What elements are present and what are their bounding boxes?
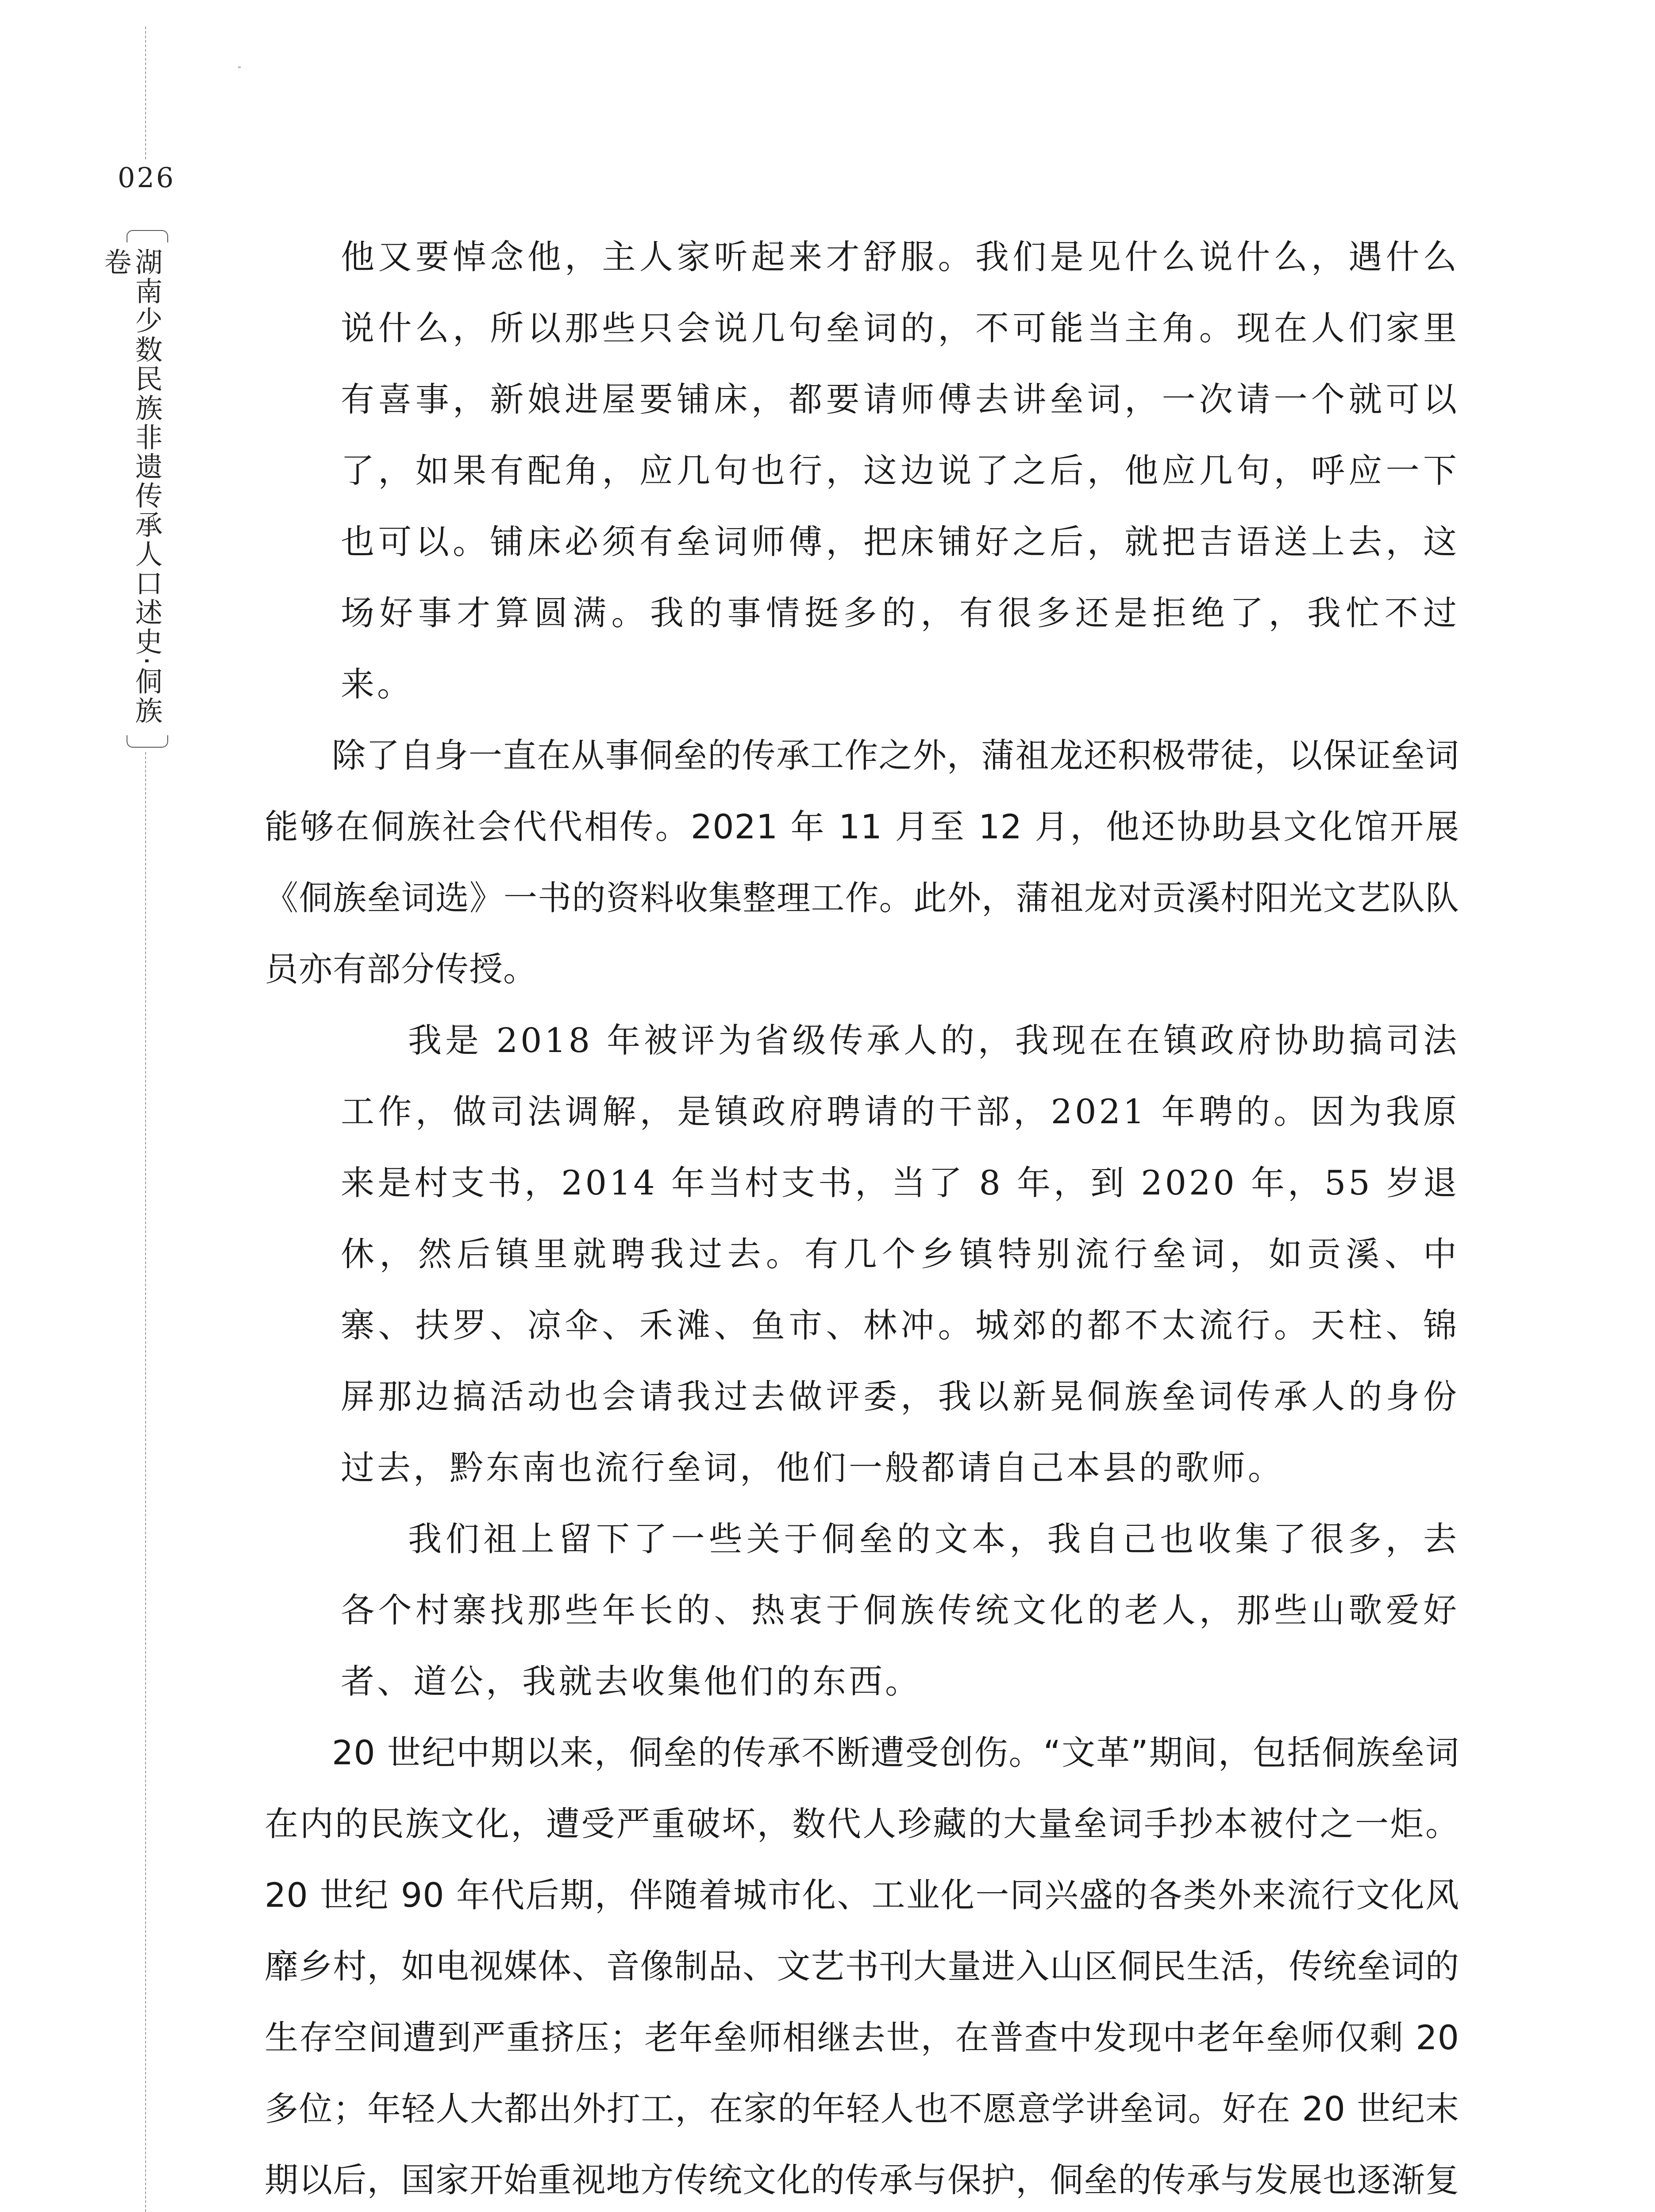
quote-paragraph-3: 我们祖上留下了一些关于侗垒的文本，我自己也收集了很多，去各个村寨找那些年长的、热衷于侗族传统文化的老人，那些山歌爱好者、道公，我就去收集他们的东西。 xyxy=(341,1519,1459,1701)
series-title-block xyxy=(100,230,184,748)
scan-speck xyxy=(238,66,241,68)
page-number: 026 xyxy=(117,161,176,194)
quote-paragraph-2: 我是 2018 年被评为省级传承人的，我现在在镇政府协助搞司法工作，做司法调解，是镇政府聘请的干部，2021 年聘的。因为我原来是村支书，2014 年当村支书，当了 8 年，到 2020 年，55 岁退休，然后镇里就聘我过去。有几个乡镇特别流行垒词，如贡溪、中寨、扶罗、凉伞、禾滩、鱼市、林冲。城郊的都不太流行。天柱、锦屏那边搞活动也会请我过去做评委，我以新晃侗族垒词传承人的身份过去，黔东南也流行垒词，他们一般都请自己本县的歌师。 xyxy=(341,1021,1459,1487)
series-bracket-bottom xyxy=(127,735,168,748)
series-title: 湖南少数民族非遗传承人口述史·侗族卷 xyxy=(100,248,163,726)
body-text xyxy=(265,221,1459,2212)
margin-rule-top xyxy=(145,27,146,159)
quote-paragraph-1: 他又要悼念他，主人家听起来才舒服。我们是见什么说什么，遇什么说什么，所以那些只会说几句垒词的，不可能当主角。现在人们家里有喜事，新娘进屋要铺床，都要请师傅去讲垒词，一次请一个就可以了，如果有配角，应几句也行，这边说了之后，他应几句，呼应一下也可以。铺床必须有垒词师傅，把床铺好之后，就把吉语送上去，这场好事才算圆满。我的事情挺多的，有很多还是拒绝了，我忙不过来。 xyxy=(341,237,1459,704)
narrative-paragraph-2: 20 世纪中期以来，侗垒的传承不断遭受创伤。“文革”期间，包括侗族垒词在内的民族文化，遭受严重破坏，数代人珍藏的大量垒词手抄本被付之一炬。20 世纪 90 年代后期，伴随着城市化、工业化一同兴盛的各类外来流行文化风靡乡村，如电视媒体、音像制品、文艺书刊大量进入山区侗民生活，传统垒词的生存空间遭到严重挤压；老年垒师相继去世，在普查中发现中老年垒师仅剩 20 多位；年轻人大都出外打工，在家的年轻人也不愿意学讲垒词。好在 20 世纪末期以后，国家开始重视地方传统文化的传承与保护，侗垒的传承与发展也逐渐复 xyxy=(265,1733,1459,2200)
narrative-paragraph-1: 除了自身一直在从事侗垒的传承工作之外，蒲祖龙还积极带徒，以保证垒词能够在侗族社会代代相传。2021 年 11 月至 12 月，他还协助县文化馆开展《侗族垒词选》一书的资料收集整理工作。此外，蒲祖龙对贡溪村阳光文艺队队员亦有部分传授。 xyxy=(265,736,1459,989)
margin-rule-bottom xyxy=(145,752,146,2212)
series-bracket-top xyxy=(127,230,168,242)
